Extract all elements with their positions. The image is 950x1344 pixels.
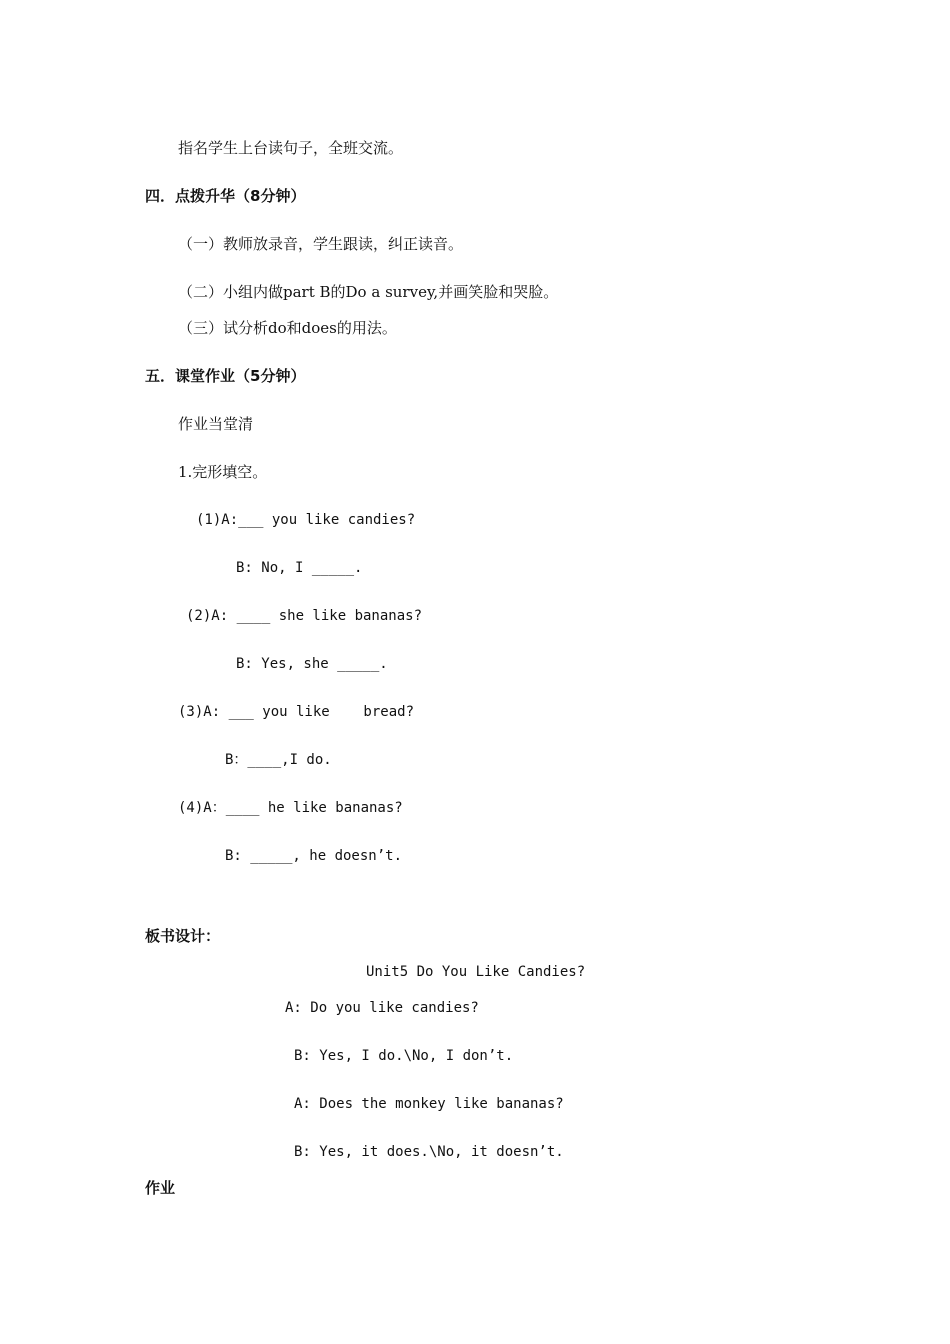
section4-item-1: （一）教师放录音，学生跟读，纠正读音。	[178, 235, 464, 253]
board-heading: 板书设计：	[145, 927, 221, 945]
exercise-line: B: _____, he doesn’t.	[225, 848, 403, 864]
homework-heading: 作业	[145, 1179, 176, 1197]
exercise-line: B: No, I _____.	[236, 560, 363, 576]
exercise-line: (2)A: ____ she like bananas?	[186, 608, 423, 624]
board-line: B: Yes, it does.\No, it doesn’t.	[294, 1144, 564, 1160]
section4-item-2: （二）小组内做part B的Do a survey,并画笑脸和哭脸。	[178, 283, 559, 301]
exercise-line: B: Yes, she _____.	[236, 656, 388, 672]
exercise-line: (1)A:___ you like candies?	[196, 512, 416, 528]
section5-heading: 五．课堂作业（5分钟）	[145, 367, 306, 385]
section5-note: 作业当堂清	[178, 415, 254, 433]
exercise-line: (3)A: ___ you like bread?	[178, 704, 415, 720]
intro-line: 指名学生上台读句子，全班交流。	[178, 139, 404, 157]
board-line: A: Do you like candies?	[285, 1000, 479, 1016]
board-title: Unit5 Do You Like Candies?	[366, 964, 586, 980]
board-line: B: Yes, I do.\No, I don’t.	[294, 1048, 514, 1064]
exercise-line: B：____,I do.	[225, 752, 332, 768]
exercise-line: (4)A：____ he like bananas?	[178, 800, 403, 816]
board-line: A: Does the monkey like bananas?	[294, 1096, 564, 1112]
exercise-title: 1.完形填空。	[178, 463, 268, 481]
section4-item-3: （三）试分析do和does的用法。	[178, 319, 397, 337]
section4-heading: 四．点拨升华（8分钟）	[145, 187, 306, 205]
